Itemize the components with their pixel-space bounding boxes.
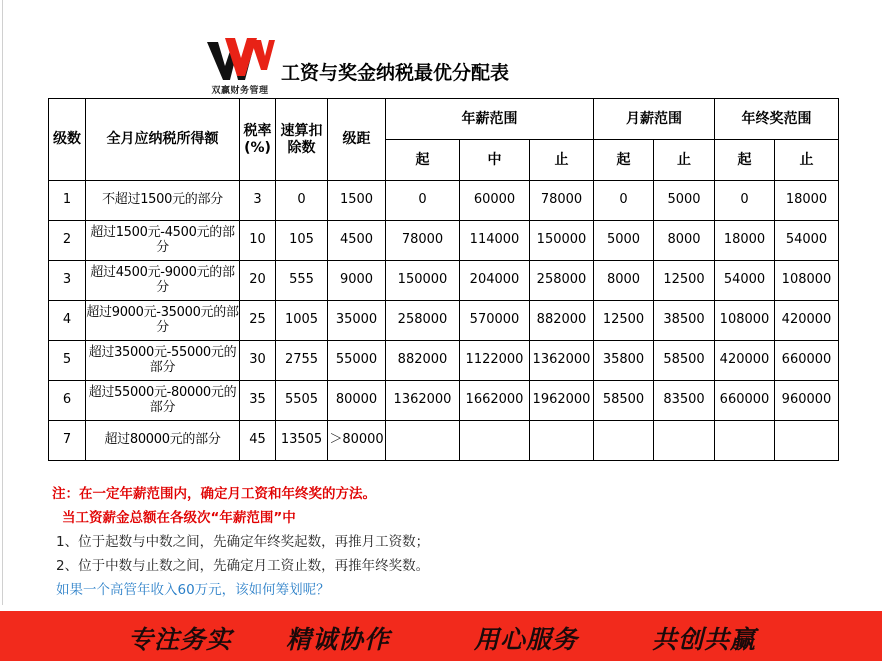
cell-a-end: 78000 [530, 181, 594, 221]
cell-a-end: 882000 [530, 301, 594, 341]
cell-a-mid: 1662000 [460, 381, 530, 421]
cell-level: 6 [49, 381, 86, 421]
cell-gap: ＞80000 [328, 421, 386, 461]
cell-b-start: 54000 [715, 261, 775, 301]
cell-m-end: 38500 [654, 301, 715, 341]
cell-level: 1 [49, 181, 86, 221]
cell-a-mid: 204000 [460, 261, 530, 301]
cell-rate: 10 [240, 221, 276, 261]
cell-gap: 9000 [328, 261, 386, 301]
cell-a-start: 882000 [386, 341, 460, 381]
cell-level: 4 [49, 301, 86, 341]
cell-a-start: 150000 [386, 261, 460, 301]
cell-m-start: 0 [594, 181, 654, 221]
cell-b-end: 420000 [775, 301, 839, 341]
slogan-2: 精诚协作 [286, 625, 391, 654]
cell-m-end: 8000 [654, 221, 715, 261]
cell-gap: 4500 [328, 221, 386, 261]
cell-income: 超过35000元-55000元的部分 [86, 341, 240, 381]
header-level: 级数 [49, 99, 86, 181]
header-annual-mid: 中 [460, 140, 530, 181]
logo-text: 双赢财务管理 [211, 86, 269, 96]
page-title: 工资与奖金纳税最优分配表 [281, 62, 510, 84]
header-rate: 税率(%) [240, 99, 276, 181]
header-bonus-end: 止 [775, 140, 839, 181]
cell-level: 2 [49, 221, 86, 261]
cell-a-start: 78000 [386, 221, 460, 261]
table-row [49, 261, 839, 301]
header-bonus-range: 年终奖范围 [715, 99, 839, 140]
cell-a-end: 1362000 [530, 341, 594, 381]
cell-gap: 55000 [328, 341, 386, 381]
cell-m-start: 58500 [594, 381, 654, 421]
cell-a-start: 258000 [386, 301, 460, 341]
left-divider [2, 0, 3, 605]
table-row [49, 381, 839, 421]
cell-m-start [594, 421, 654, 461]
cell-a-mid: 1122000 [460, 341, 530, 381]
cell-b-start: 420000 [715, 341, 775, 381]
cell-a-mid: 114000 [460, 221, 530, 261]
cell-a-start: 1362000 [386, 381, 460, 421]
cell-deduction: 5505 [276, 381, 328, 421]
slogan-4: 共创共赢 [652, 625, 757, 654]
cell-rate: 35 [240, 381, 276, 421]
cell-a-end: 258000 [530, 261, 594, 301]
cell-m-end: 12500 [654, 261, 715, 301]
header-bonus-start: 起 [715, 140, 775, 181]
cell-level: 3 [49, 261, 86, 301]
cell-rate: 30 [240, 341, 276, 381]
cell-deduction: 13505 [276, 421, 328, 461]
cell-a-end: 150000 [530, 221, 594, 261]
cell-b-end: 18000 [775, 181, 839, 221]
cell-deduction: 2755 [276, 341, 328, 381]
table-body [49, 181, 839, 461]
table-row [49, 221, 839, 261]
cell-m-start: 8000 [594, 261, 654, 301]
header-monthly-range: 月薪范围 [594, 99, 715, 140]
cell-deduction: 105 [276, 221, 328, 261]
company-logo [205, 36, 275, 96]
cell-m-start: 12500 [594, 301, 654, 341]
cell-level: 5 [49, 341, 86, 381]
cell-b-start [715, 421, 775, 461]
cell-income: 超过80000元的部分 [86, 421, 240, 461]
slogan-3: 用心服务 [474, 625, 579, 654]
table-row [49, 421, 839, 461]
cell-rate: 25 [240, 301, 276, 341]
cell-deduction: 1005 [276, 301, 328, 341]
cell-a-end [530, 421, 594, 461]
cell-rate: 45 [240, 421, 276, 461]
cell-m-end: 5000 [654, 181, 715, 221]
tax-allocation-table [48, 98, 839, 461]
cell-a-mid: 60000 [460, 181, 530, 221]
cell-a-mid: 570000 [460, 301, 530, 341]
cell-income: 超过4500元-9000元的部分 [86, 261, 240, 301]
table-row [49, 301, 839, 341]
note-rule-2: 2、位于中数与止数之间，先确定月工资止数，再推年终奖数。 [56, 558, 430, 574]
logo-mark-icon [205, 36, 275, 84]
cell-a-end: 1962000 [530, 381, 594, 421]
slogan-1: 专注务实 [128, 625, 233, 654]
note-condition: 当工资薪金总额在各级次“年薪范围”中 [62, 510, 296, 526]
cell-level: 7 [49, 421, 86, 461]
header-gap: 级距 [328, 99, 386, 181]
header-monthly-end: 止 [654, 140, 715, 181]
header-annual-range: 年薪范围 [386, 99, 594, 140]
cell-m-start: 5000 [594, 221, 654, 261]
header-monthly-start: 起 [594, 140, 654, 181]
cell-a-mid [460, 421, 530, 461]
cell-b-end: 54000 [775, 221, 839, 261]
cell-rate: 3 [240, 181, 276, 221]
cell-b-end: 960000 [775, 381, 839, 421]
cell-b-end: 108000 [775, 261, 839, 301]
cell-b-start: 660000 [715, 381, 775, 421]
cell-income: 不超过1500元的部分 [86, 181, 240, 221]
cell-b-start: 18000 [715, 221, 775, 261]
cell-gap: 80000 [328, 381, 386, 421]
slogan-banner [0, 611, 882, 661]
cell-rate: 20 [240, 261, 276, 301]
cell-a-start [386, 421, 460, 461]
cell-income: 超过9000元-35000元的部分 [86, 301, 240, 341]
cell-deduction: 555 [276, 261, 328, 301]
header-annual-start: 起 [386, 140, 460, 181]
cell-m-end: 83500 [654, 381, 715, 421]
cell-income: 超过55000元-80000元的部分 [86, 381, 240, 421]
header-income: 全月应纳税所得额 [86, 99, 240, 181]
table-row [49, 181, 839, 221]
cell-b-end: 660000 [775, 341, 839, 381]
header-annual-end: 止 [530, 140, 594, 181]
cell-m-end [654, 421, 715, 461]
table-row [49, 341, 839, 381]
cell-b-end [775, 421, 839, 461]
cell-gap: 35000 [328, 301, 386, 341]
note-rule-1: 1、位于起数与中数之间，先确定年终奖起数，再推月工资数； [56, 534, 430, 550]
cell-b-start: 0 [715, 181, 775, 221]
note-intro: 注：在一定年薪范围内，确定月工资和年终奖的方法。 [52, 486, 376, 502]
header-deduction: 速算扣除数 [276, 99, 328, 181]
document-header [205, 36, 605, 96]
cell-a-start: 0 [386, 181, 460, 221]
cell-m-end: 58500 [654, 341, 715, 381]
cell-gap: 1500 [328, 181, 386, 221]
note-question: 如果一个高管年收入60万元，该如何筹划呢？ [56, 582, 330, 598]
cell-m-start: 35800 [594, 341, 654, 381]
cell-b-start: 108000 [715, 301, 775, 341]
cell-deduction: 0 [276, 181, 328, 221]
cell-income: 超过1500元-4500元的部分 [86, 221, 240, 261]
